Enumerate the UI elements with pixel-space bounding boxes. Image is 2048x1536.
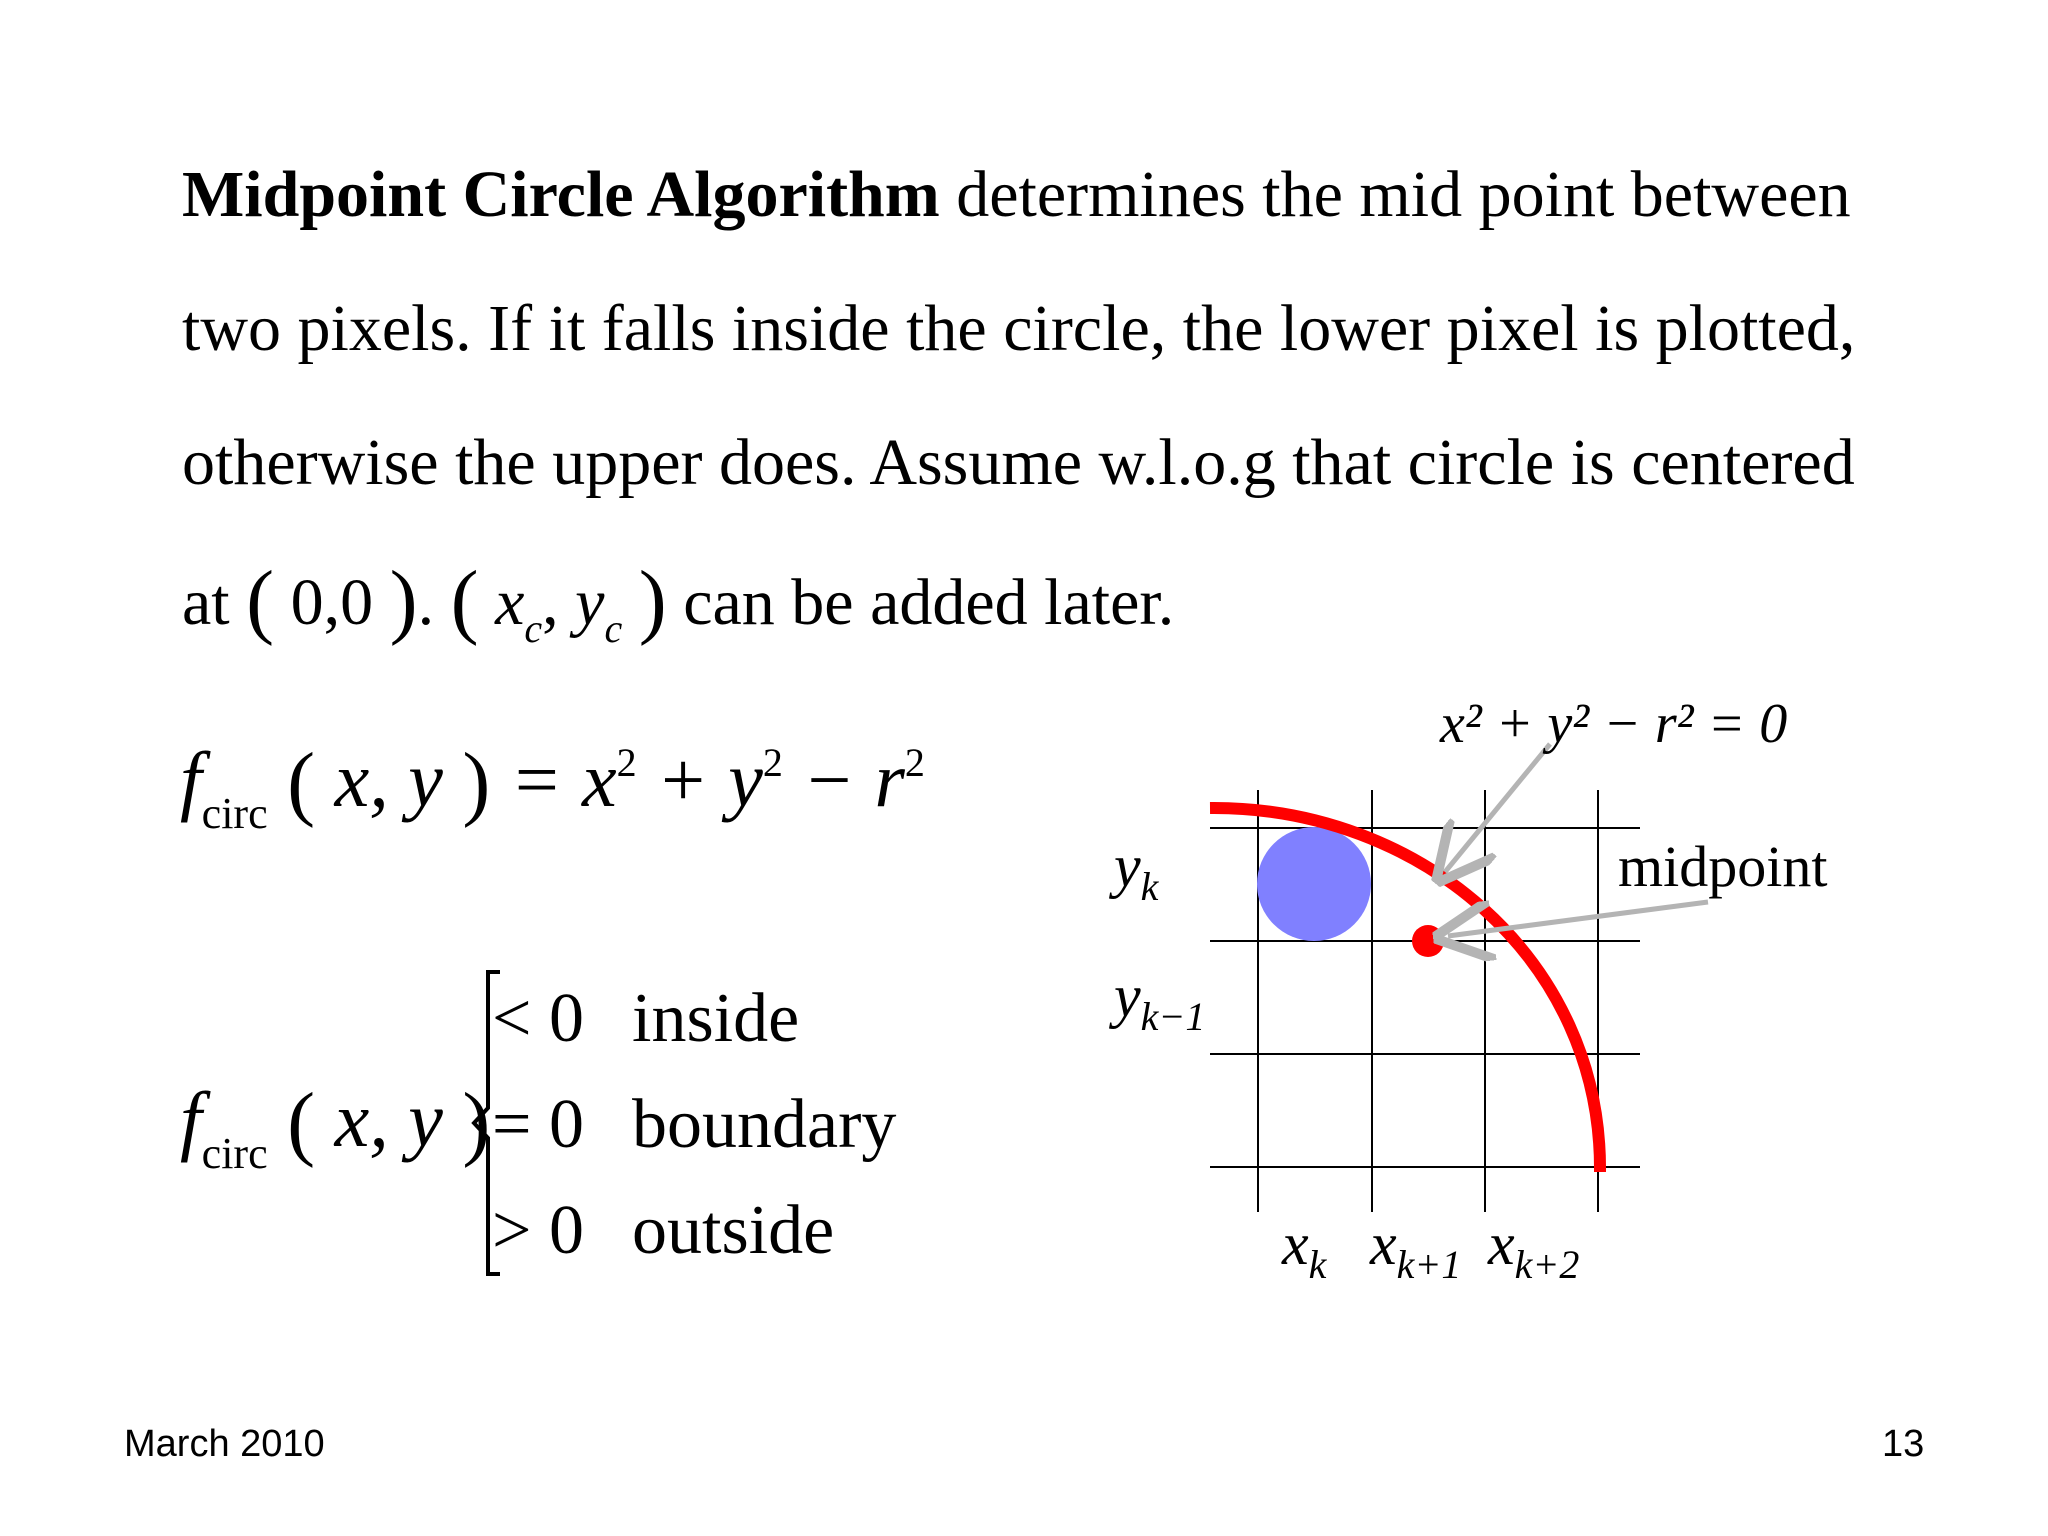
case-label: inside bbox=[632, 980, 800, 1057]
center-y-sub: c bbox=[604, 606, 623, 651]
arg-paren-open-2: ( bbox=[287, 1076, 316, 1169]
origin-value: 0,0 bbox=[290, 566, 374, 639]
y-k-minus-1-label bbox=[1108, 963, 1205, 1039]
arg-paren-close: ) bbox=[462, 736, 491, 829]
arg-paren-open: ( bbox=[287, 736, 316, 829]
case-relation: > 0 bbox=[492, 1192, 584, 1269]
center-x: x bbox=[495, 566, 525, 639]
f-args-2: x, y bbox=[334, 1076, 443, 1163]
exp-y: 2 bbox=[762, 740, 783, 785]
plotted-pixel bbox=[1257, 827, 1371, 941]
rhs-r: − r bbox=[782, 736, 905, 823]
case-relation: < 0 bbox=[492, 980, 584, 1057]
x-k2-sub: k+2 bbox=[1514, 1242, 1580, 1287]
circle-eq-arrow bbox=[1445, 744, 1550, 872]
footer-date: March 2010 bbox=[124, 1423, 325, 1465]
rhs-x: = x bbox=[509, 736, 617, 823]
circle-equation-label: x² + y² − r² = 0 bbox=[1440, 693, 1788, 755]
f-args: x, y bbox=[334, 736, 443, 823]
exp-x: 2 bbox=[616, 740, 637, 785]
algorithm-title: Midpoint Circle Algorithm bbox=[182, 158, 940, 231]
midpoint-label: midpoint bbox=[1618, 834, 1828, 899]
case-label: boundary bbox=[632, 1086, 897, 1163]
separator: . bbox=[417, 566, 451, 639]
case-relation: = 0 bbox=[492, 1086, 584, 1163]
x-k-base: x bbox=[1282, 1211, 1309, 1277]
x-k1-sub: k+1 bbox=[1396, 1242, 1462, 1287]
y-k1-sub: k−1 bbox=[1140, 994, 1206, 1039]
x-k-sub: k bbox=[1308, 1242, 1327, 1287]
f-symbol: f bbox=[180, 736, 202, 823]
y-k-label bbox=[1108, 833, 1160, 909]
x-k-label bbox=[1281, 1211, 1328, 1287]
rhs-y: + y bbox=[636, 736, 763, 823]
paren-close: ) bbox=[389, 554, 418, 647]
paragraph-line-2: two pixels. If it falls inside the circle, the lower pixel is plotted, bbox=[182, 292, 1856, 365]
y-k-sub: k bbox=[1140, 864, 1159, 909]
x-k1-base: x bbox=[1370, 1211, 1397, 1277]
f-symbol-2: f bbox=[180, 1076, 202, 1163]
page-number: 13 bbox=[1882, 1423, 1925, 1465]
arg-paren-close-2: ) bbox=[462, 1076, 491, 1169]
exp-r: 2 bbox=[904, 740, 925, 785]
x-k2-base: x bbox=[1488, 1211, 1515, 1277]
paragraph-line-3: otherwise the upper does. Assume w.l.o.g that circle is centered bbox=[182, 426, 1855, 499]
paren-close-2: ) bbox=[638, 554, 667, 647]
line1-text: determines the mid point between bbox=[939, 158, 1851, 231]
center-x-sub: c bbox=[524, 606, 543, 651]
line4-suffix: can be added later. bbox=[666, 566, 1175, 639]
center-y: y bbox=[575, 566, 605, 639]
y-k-base: y bbox=[1114, 833, 1141, 899]
line4-prefix: at bbox=[182, 566, 247, 639]
midpoint-marker bbox=[1412, 925, 1444, 957]
f-subscript: circ bbox=[201, 789, 268, 838]
f-subscript-2: circ bbox=[201, 1129, 268, 1178]
x-k-plus-2-label bbox=[1487, 1211, 1579, 1287]
paragraph-line-4: at ( 0,0 ). ( $x_c$, $y_c$ ) can be added later. bbox=[182, 554, 1175, 651]
paren-open-2: ( bbox=[450, 554, 479, 647]
case-label: outside bbox=[632, 1192, 835, 1269]
paren-open: ( bbox=[246, 554, 275, 647]
x-k-plus-1-label bbox=[1369, 1211, 1461, 1287]
y-k1-base: y bbox=[1114, 963, 1141, 1029]
